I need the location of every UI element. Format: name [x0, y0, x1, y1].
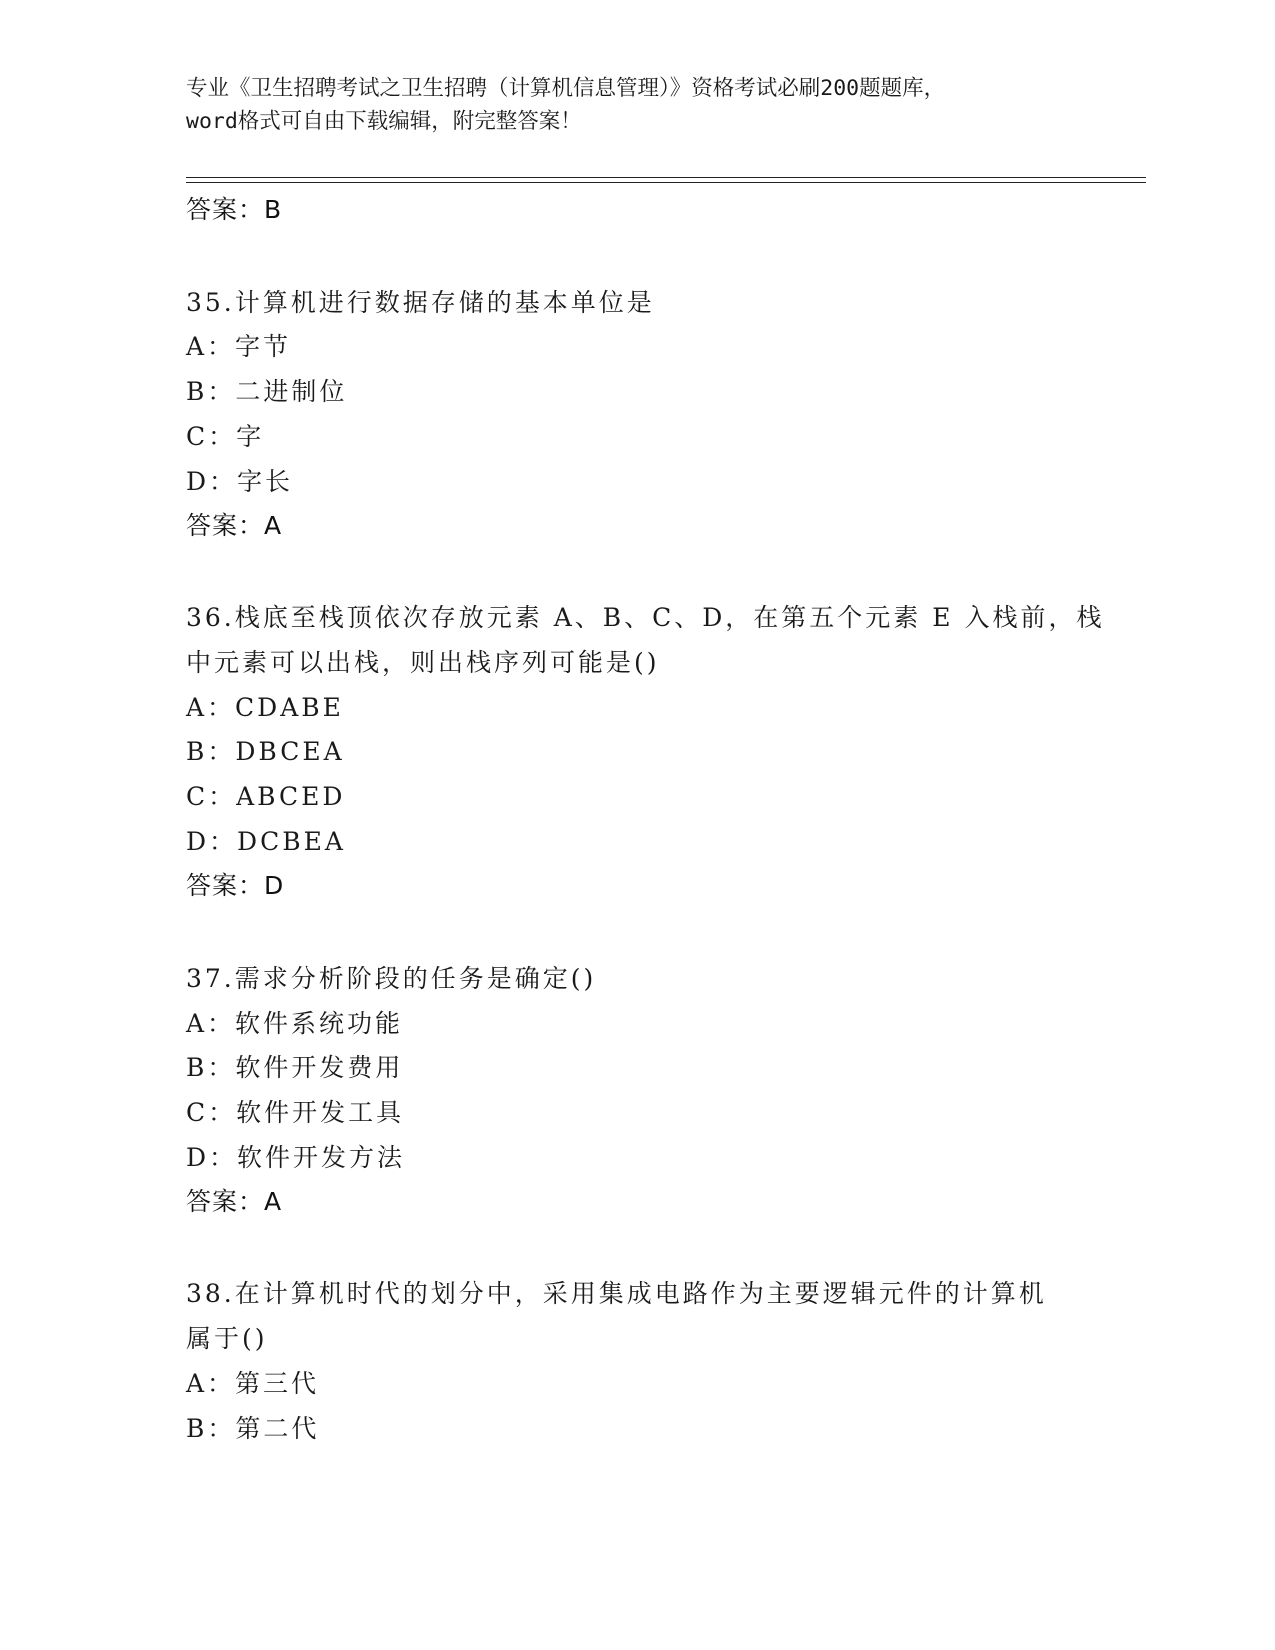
option-line: D：软件开发方法: [186, 1143, 406, 1172]
question-text: 35.计算机进行数据存储的基本单位是: [186, 288, 655, 317]
question-text: 38.在计算机时代的划分中，采用集成电路作为主要逻辑元件的计算机: [186, 1279, 1047, 1308]
answer-line: 答案：A: [186, 1187, 283, 1216]
option-line: B：DBCEA: [186, 737, 345, 766]
option-line: A：第三代: [186, 1369, 320, 1398]
answer-line: 答案：B: [186, 195, 283, 224]
question-text: 中元素可以出栈，则出栈序列可能是(): [186, 648, 660, 677]
header-line-2: word格式可自由下载编辑，附完整答案！: [186, 109, 582, 134]
option-line: B：二进制位: [186, 377, 348, 406]
question-text: 37.需求分析阶段的任务是确定(): [186, 964, 597, 993]
option-line: A：字节: [186, 332, 292, 361]
header-divider-top: [186, 177, 1146, 178]
option-line: C：ABCED: [186, 782, 346, 811]
header-line-1: 专业《卫生招聘考试之卫生招聘（计算机信息管理）》资格考试必刷200题题库，: [186, 76, 946, 101]
question-text: 属于(): [186, 1324, 268, 1353]
option-line: D：字长: [186, 467, 294, 496]
header-divider-bottom: [186, 182, 1146, 183]
option-line: A：CDABE: [186, 693, 344, 722]
option-line: D：DCBEA: [186, 827, 346, 856]
option-line: C：字: [186, 422, 265, 451]
option-line: A：软件系统功能: [186, 1009, 404, 1038]
option-line: B：软件开发费用: [186, 1053, 404, 1082]
option-line: B：第二代: [186, 1414, 320, 1443]
answer-line: 答案：A: [186, 511, 283, 540]
document-header: [186, 72, 1086, 138]
answer-line: 答案：D: [186, 871, 285, 900]
question-text: 36.栈底至栈顶依次存放元素 A、B、C、D，在第五个元素 E 入栈前，栈: [186, 603, 1105, 632]
option-line: C：软件开发工具: [186, 1098, 405, 1127]
